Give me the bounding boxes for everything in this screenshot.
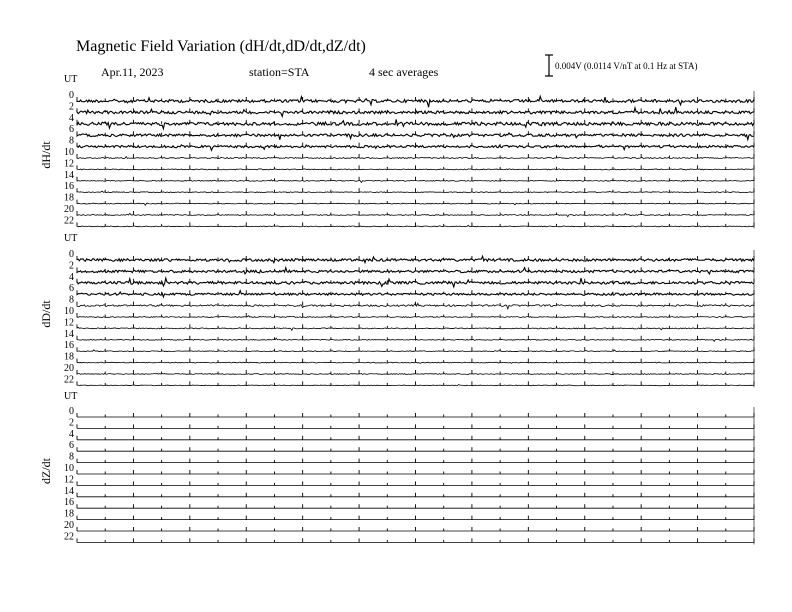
- series-line: [77, 169, 754, 170]
- ut-hour-label: 22: [64, 374, 74, 386]
- ut-axis-label: UT: [64, 233, 78, 244]
- ut-hour-label: 14: [64, 328, 74, 340]
- panel-ylabel: dD/dt: [39, 300, 53, 328]
- trace-row: [77, 313, 754, 317]
- trace-row: [77, 211, 754, 217]
- panel-ylabel: dH/dt: [39, 141, 53, 169]
- panel-dZ-dt: [39, 391, 754, 544]
- trace-row: [77, 200, 754, 206]
- station-label: station=STA: [249, 65, 310, 79]
- trace-row: [77, 143, 754, 151]
- ut-hour-label: 2: [69, 260, 74, 272]
- ut-hour-label: 2: [69, 101, 74, 113]
- trace-row: [77, 107, 754, 116]
- ut-hour-label: 8: [69, 451, 74, 463]
- trace-row: [77, 424, 754, 428]
- trace-row: [77, 290, 754, 297]
- trace-row: [77, 527, 754, 531]
- date-label: Apr.11, 2023: [101, 65, 164, 79]
- panel-ylabel: dZ/dt: [39, 458, 53, 484]
- series-line: [77, 303, 754, 309]
- ut-hour-label: 22: [64, 531, 74, 543]
- ut-hour-label: 4: [69, 271, 74, 283]
- trace-row: [77, 447, 754, 451]
- scale-bar: [545, 55, 553, 76]
- trace-row: [77, 119, 754, 128]
- trace-row: [77, 336, 754, 342]
- ut-hour-label: 0: [69, 90, 74, 101]
- trace-row: [77, 267, 754, 274]
- ut-hour-label: 6: [69, 124, 74, 136]
- trace-row: [77, 459, 754, 463]
- trace-row: [77, 493, 754, 497]
- ut-hour-label: 2: [69, 417, 74, 429]
- ut-hour-label: 8: [69, 135, 74, 147]
- ut-axis-label: UT: [64, 391, 78, 402]
- trace-row: [77, 538, 754, 542]
- panel-dH-dt: [39, 74, 754, 228]
- ut-hour-label: 12: [64, 317, 74, 329]
- ut-hour-label: 4: [69, 112, 74, 124]
- trace-row: [77, 481, 754, 485]
- ut-hour-label: 16: [64, 181, 74, 193]
- trace-row: [77, 370, 754, 374]
- trace-row: [77, 165, 754, 169]
- chart-title: Magnetic Field Variation (dH/dt,dD/dt,dZ/dt): [76, 38, 366, 55]
- trace-row: [77, 222, 754, 226]
- trace-row: [77, 359, 754, 364]
- trace-row: [77, 177, 754, 183]
- series-line: [77, 362, 754, 363]
- trace-row: [77, 516, 754, 520]
- ut-hour-label: 18: [64, 351, 74, 363]
- trace-row: [77, 324, 754, 330]
- trace-row: [77, 302, 754, 309]
- ut-hour-label: 10: [64, 463, 74, 474]
- ut-axis-label: UT: [64, 74, 78, 85]
- trace-row: [77, 347, 754, 351]
- ut-hour-label: 20: [64, 363, 74, 374]
- ut-hour-label: 16: [64, 340, 74, 352]
- trace-row: [77, 131, 754, 140]
- ut-hour-label: 20: [64, 204, 74, 215]
- ut-hour-label: 6: [69, 283, 74, 295]
- trace-row: [77, 381, 754, 385]
- ut-hour-label: 20: [64, 520, 74, 531]
- ut-hour-label: 4: [69, 428, 74, 440]
- trace-row: [77, 154, 754, 159]
- ut-hour-label: 6: [69, 440, 74, 452]
- ut-hour-label: 18: [64, 192, 74, 204]
- series-line: [77, 180, 754, 183]
- trace-row: [77, 504, 754, 508]
- ut-hour-label: 12: [64, 158, 74, 170]
- ut-hour-label: 0: [69, 406, 74, 417]
- ut-hour-label: 16: [64, 497, 74, 509]
- trace-row: [77, 188, 754, 192]
- ut-hour-label: 10: [64, 306, 74, 317]
- ut-hour-label: 0: [69, 249, 74, 260]
- scale-bar-label: 0.004V (0.0114 V/nT at 0.1 Hz at STA): [555, 61, 698, 71]
- ut-hour-label: 8: [69, 294, 74, 306]
- trace-row: [77, 470, 754, 474]
- averaging-label: 4 sec averages: [369, 65, 439, 79]
- ut-hour-label: 14: [64, 485, 74, 497]
- ut-hour-label: 12: [64, 474, 74, 486]
- ut-hour-label: 10: [64, 147, 74, 158]
- ut-hour-label: 22: [64, 215, 74, 227]
- series-line: [77, 374, 754, 375]
- trace-row: [77, 436, 754, 440]
- trace-row: [77, 413, 754, 417]
- panel-dD-dt: [39, 233, 754, 387]
- trace-row: [77, 278, 754, 287]
- trace-row: [77, 96, 754, 107]
- ut-hour-label: 18: [64, 508, 74, 520]
- trace-row: [77, 256, 754, 263]
- ut-hour-label: 14: [64, 169, 74, 181]
